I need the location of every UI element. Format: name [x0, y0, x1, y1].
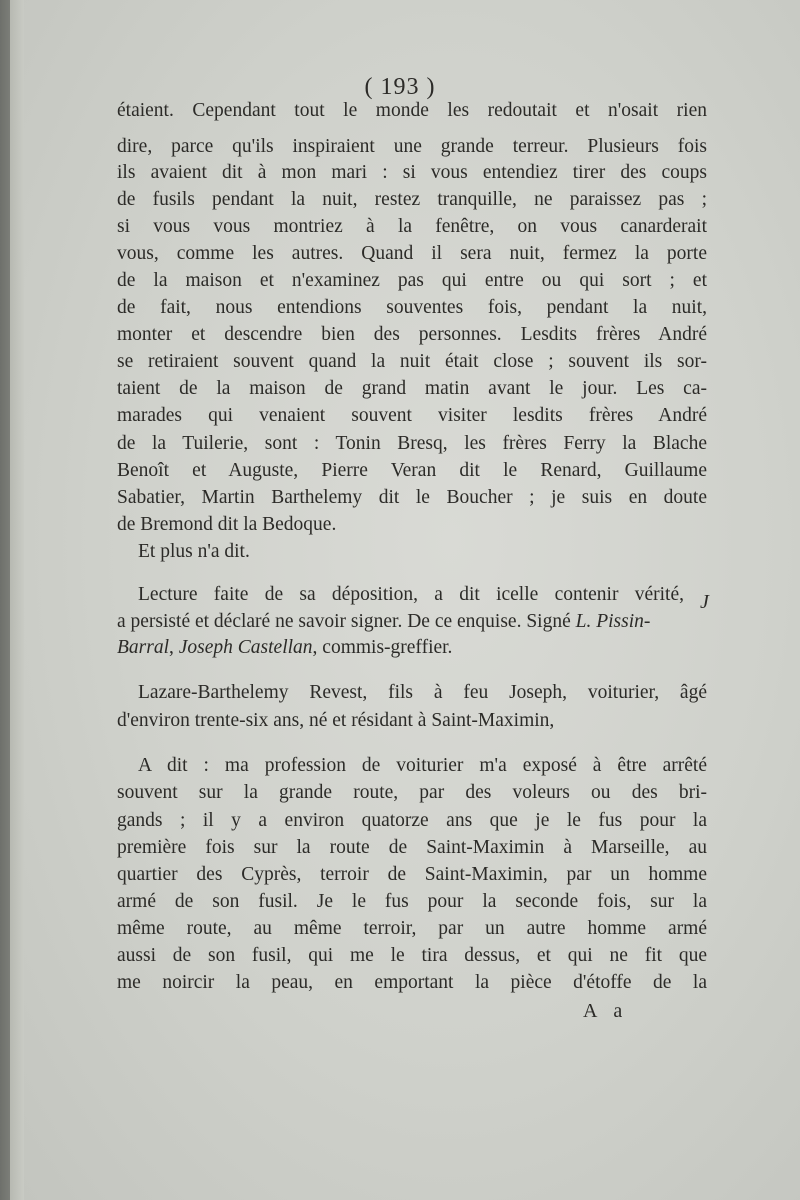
text-line: de fusils pendant la nuit, restez tranquille, ne paraissez pas ;: [117, 189, 707, 210]
text-line: A dit : ma profession de voiturier m'a exposé à être arrêté: [138, 755, 707, 776]
text-line: même route, au même terroir, par un autre homme armé: [117, 918, 707, 939]
text-line: armé de son fusil. Je le fus pour la seconde fois, sur la: [117, 891, 707, 912]
text-line: d'environ trente-six ans, né et résidant à Saint-Maximin,: [117, 710, 555, 731]
signed-name: Barral: [117, 637, 170, 658]
margin-mark: J: [700, 591, 709, 613]
text-line: de fait, nous entendions souventes fois, pendant la nuit,: [117, 297, 707, 318]
text-line: souvent sur la grande route, par des voleurs ou des bri-: [117, 782, 707, 803]
text-line: si vous vous montriez à la fenêtre, on vous canarderait: [117, 216, 707, 237]
page-number: ( 193 ): [364, 74, 436, 100]
text-line: taient de la maison de grand matin avant le jour. Les ca-: [117, 378, 707, 399]
text-line: étaient. Cependant tout le monde les redoutait et n'osait rien: [117, 100, 707, 121]
text-line: monter et descendre bien des personnes. Lesdits frères André: [117, 324, 707, 345]
text-line: Lecture faite de sa déposition, a dit icelle contenir vérité,: [138, 584, 684, 605]
text-line: se retiraient souvent quand la nuit était close ; souvent ils sor-: [117, 351, 707, 372]
text-run: a persisté et déclaré ne savoir signer. De ce enquise. Signé: [117, 611, 571, 632]
signed-name: Joseph Castellan: [178, 637, 313, 658]
text-line: Lazare-Barthelemy Revest, fils à feu Joseph, voiturier, âgé: [138, 682, 707, 703]
previous-page-edge: [10, 0, 25, 1200]
text-line: dire, parce qu'ils inspiraient une grande terreur. Plusieurs fois: [117, 136, 707, 157]
signed-name: L. Pissin-: [575, 611, 651, 632]
text-line: [117, 610, 707, 634]
text-line: Sabatier, Martin Barthelemy dit le Boucher ; je suis en doute: [117, 487, 707, 508]
text-line: me noircir la peau, en emportant la pièce d'étoffe de la: [117, 972, 707, 993]
text-line: de Bremond dit la Bedoque.: [117, 514, 337, 535]
text-line: Benoît et Auguste, Pierre Veran dit le Renard, Guillaume: [117, 460, 707, 481]
text-line: de la maison et n'examinez pas qui entre ou qui sort ; et: [117, 270, 707, 291]
text-line: quartier des Cyprès, terroir de Saint-Maximin, par un homme: [117, 864, 707, 885]
text-line: vous, comme les autres. Quand il sera nuit, fermez la porte: [117, 243, 707, 264]
text-line: Barral, Joseph Castellan, commis-greffier.: [117, 637, 453, 658]
text-run: , commis-greffier.: [312, 637, 453, 658]
text-line: ils avaient dit à mon mari : si vous entendiez tirer des coups: [117, 162, 707, 183]
text-line: première fois sur la route de Saint-Maximin à Marseille, au: [117, 837, 707, 858]
text-line: de la Tuilerie, sont : Tonin Bresq, les frères Ferry la Blache: [117, 433, 707, 454]
text-line: gands ; il y a environ quatorze ans que je le fus pour la: [117, 810, 707, 831]
signature-mark: A a: [583, 1000, 629, 1022]
text-line: marades qui venaient souvent visiter lesdits frères André: [117, 405, 707, 426]
text-line: aussi de son fusil, qui me le tira dessus, et qui ne fit que: [117, 945, 707, 966]
text-line: Et plus n'a dit.: [138, 541, 250, 562]
